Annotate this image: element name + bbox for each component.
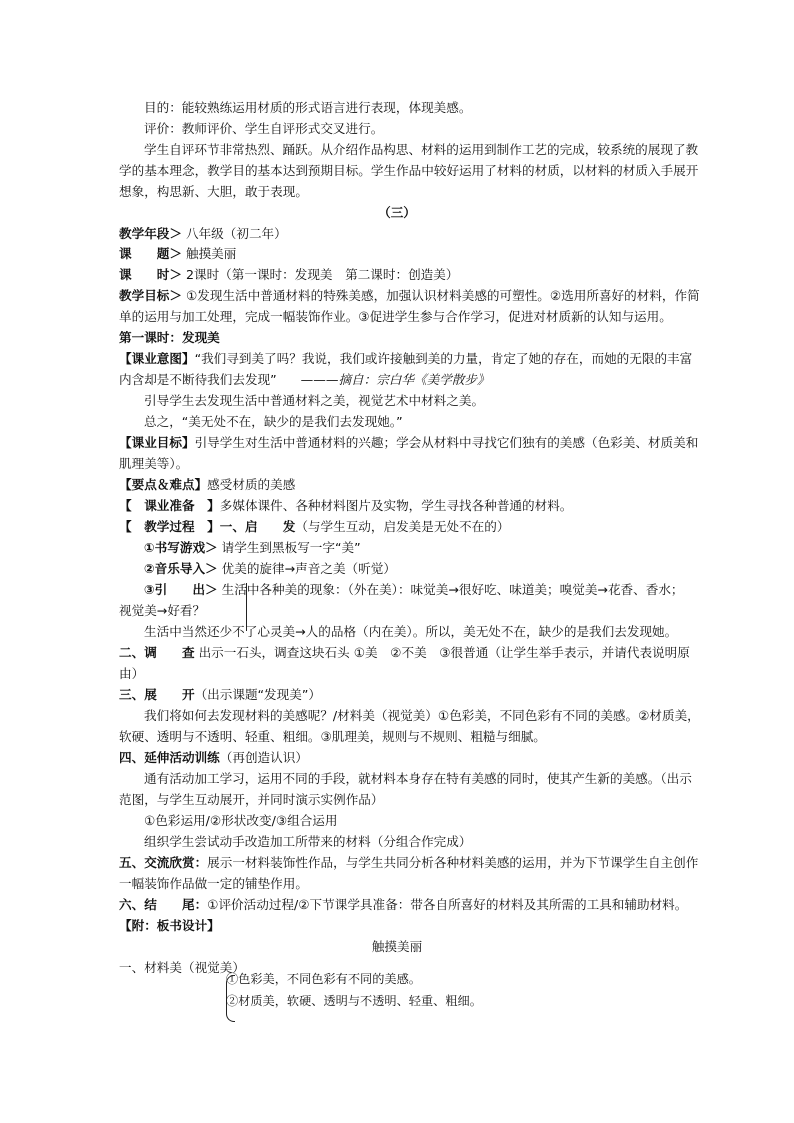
extend-org: 组织学生尝试动手改造加工所带来的材料（分组合作完成） bbox=[144, 834, 472, 849]
unfold-label: 三、展 开 bbox=[119, 687, 195, 702]
section-title: （三） bbox=[378, 205, 416, 220]
share-row bbox=[119, 852, 699, 873]
step3-label: ③引 出＞ bbox=[144, 582, 218, 597]
unfold-para-1: 我们将如何去发现材料的美感呢？/材料美（视觉美）①色彩美，不同色彩有不同的美感。②材质美， bbox=[144, 708, 700, 723]
board-heading: 一、材料美（视觉美） bbox=[119, 960, 245, 975]
intent-quote: ———摘自：宗白华《美学散步》 bbox=[300, 372, 490, 387]
step1-label: ①书写游戏＞ bbox=[144, 540, 218, 555]
intro-para-line-2: 学的基本理念，教学目的基本达到预期目标。学生作品中较好运用了材料的材质，以材料的材质入手展开 bbox=[119, 163, 699, 178]
step3-row bbox=[144, 579, 704, 600]
grade-label: 教学年段＞ bbox=[119, 226, 182, 241]
unfold-row bbox=[119, 684, 679, 705]
aim-label: 教学目标＞ bbox=[119, 288, 182, 303]
target-label: 【课业目标】 bbox=[119, 435, 195, 450]
intent-text-1: “我们寻到美了吗？我说，我们或许接触到美的力量，肯定了她的存在，而她的无限的丰富 bbox=[194, 351, 693, 366]
unfold-text: （出示课题“发现美”） bbox=[194, 687, 321, 702]
intro-para-line-3: 想象，构思新、大胆，敢于表现。 bbox=[119, 184, 308, 199]
end-text: ①评价活动过程/②下节课学具准备：带各自所喜好的材料及其所需的工具和辅助材料。 bbox=[207, 897, 688, 912]
aim-value-1: ①发现生活中普通材料的特殊美感，加强认识材料美感的可塑性。②选用所喜好的材料，作简 bbox=[181, 288, 700, 303]
topic-label: 课 题＞ bbox=[119, 246, 182, 261]
intent-text-2: 内含却是不断待我们去发现” bbox=[119, 372, 277, 387]
extend-text: （再创造认识） bbox=[219, 750, 308, 765]
share-row-2: 一幅装饰作品做一定的铺垫作用。 bbox=[119, 876, 308, 891]
process-row bbox=[119, 516, 679, 537]
prep-text: 多媒体课件、各种材料图片及实物，学生寻找各种普通的材料。 bbox=[219, 498, 573, 513]
hours-value: 2课时（第一课时：发现美 第二课时：创造美） bbox=[181, 267, 459, 282]
target-row bbox=[119, 432, 699, 453]
share-text-1: 展示一材料装饰性作品，与学生共同分析各种材料美感的运用，并为下节课学生自主创作 bbox=[207, 855, 699, 870]
key-label: 【要点＆难点】 bbox=[119, 477, 208, 492]
eval-line: 评价：教师评价、学生自评形式交叉进行。 bbox=[144, 121, 384, 136]
extend-row bbox=[119, 747, 679, 768]
intro-para-line-1: 学生自评环节非常热烈、踊跃。从介绍作品构思、材料的运用到制作工艺的完成，较系统的展现了教 bbox=[144, 142, 699, 157]
prep-row bbox=[119, 495, 679, 516]
key-text: 感受材质的美感 bbox=[207, 477, 296, 492]
step3-row-2: 视觉美→好看？ bbox=[119, 603, 206, 618]
board-item-2: ②材质美，软硬、透明与不透明、轻重、粗细。 bbox=[226, 994, 482, 1008]
survey-label: 二、调 查 bbox=[119, 645, 195, 660]
step1-row bbox=[144, 537, 704, 558]
extend-para-1: 通有活动加工学习，运用不同的手段，就材料本身存在特有美感的同时，使其产生新的美感。（出示 bbox=[144, 771, 692, 786]
step2-label: ②音乐导入＞ bbox=[144, 561, 218, 576]
topic-row bbox=[119, 243, 679, 264]
process-step: 一、启 发 bbox=[219, 519, 296, 534]
board-item-1: ①色彩美，不同色彩有不同的美感。 bbox=[226, 972, 421, 986]
appendix-label: 【附：板书设计】 bbox=[119, 918, 220, 933]
share-label: 五、交流欣赏： bbox=[119, 855, 208, 870]
topic-value: 触摸美丽 bbox=[181, 246, 237, 261]
step3-text: 生活中各种美的现象：（外在美）：味觉美→很好吃、味道美；嗅觉美→花香、香水； bbox=[217, 582, 684, 597]
unfold-para-2: 软硬、透明与不透明、轻重、粗细。③肌理美，规则与不规则、粗糙与细腻。 bbox=[119, 729, 546, 744]
process-label: 【 教学过程 】 bbox=[119, 519, 220, 534]
survey-text-1: 出示一石头，调查这块石头 ①美 ②不美 ③很普通（让学生举手表示，并请代表说明原 bbox=[198, 645, 690, 660]
step1-text: 请学生到黑板写一字“美” bbox=[217, 540, 361, 555]
step2-row bbox=[144, 558, 704, 579]
lesson1-title: 第一课时：发现美 bbox=[119, 330, 220, 345]
board-title: 触摸美丽 bbox=[371, 939, 423, 954]
grade-value: 八年级（初二年） bbox=[181, 226, 287, 241]
hours-label: 课 时＞ bbox=[119, 267, 182, 282]
end-label: 六、结 尾： bbox=[119, 897, 208, 912]
aim-row-2: 单的运用与加工处理，完成一幅装饰作业。③促进学生参与合作学习，促进对材质新的认知与运用。 bbox=[119, 309, 672, 324]
target-row-2: 肌理美等）。 bbox=[119, 456, 189, 471]
end-row bbox=[119, 894, 688, 915]
step3-row-3: 生活中当然还少不了心灵美→人的品格（内在美）。所以，美无处不在，缺少的是我们去发现她。 bbox=[144, 624, 678, 639]
hours-row bbox=[119, 264, 679, 285]
grade-row bbox=[119, 223, 679, 244]
process-note: （与学生互动，启发美是无处不在的） bbox=[295, 519, 510, 534]
goal-line: 目的：能较熟练运用材质的形式语言进行表现，体现美感。 bbox=[144, 100, 472, 115]
survey-row-2: 由） bbox=[119, 666, 145, 681]
intent-row bbox=[119, 348, 693, 369]
prep-label: 【 课业准备 】 bbox=[119, 498, 220, 513]
intent-label: 【课业意图】 bbox=[119, 351, 195, 366]
extend-para-2: 范图，与学生互动展开，并同时演示实例作品） bbox=[119, 792, 384, 807]
intent-row-2 bbox=[119, 369, 679, 390]
guide-line-1: 引导学生去发现生活中普通材料之美，视觉艺术中材料之美。 bbox=[144, 393, 485, 408]
survey-row bbox=[119, 642, 690, 663]
target-text-1: 引导学生对生活中普通材料的兴趣；学会从材料中寻找它们独有的美感（色彩美、材质美和 bbox=[194, 435, 699, 450]
extend-list: ①色彩运用/②形状改变/③组合运用 bbox=[144, 813, 338, 828]
extend-label: 四、延伸活动训练 bbox=[119, 750, 220, 765]
step2-text: 优美的旋律→声音之美（听觉） bbox=[217, 561, 396, 576]
aim-row bbox=[119, 285, 700, 306]
board-brace-bottom bbox=[226, 1013, 235, 1022]
key-row bbox=[119, 474, 679, 495]
guide-line-2: 总之，“美无处不在，缺少的是我们去发现她。” bbox=[144, 414, 403, 429]
